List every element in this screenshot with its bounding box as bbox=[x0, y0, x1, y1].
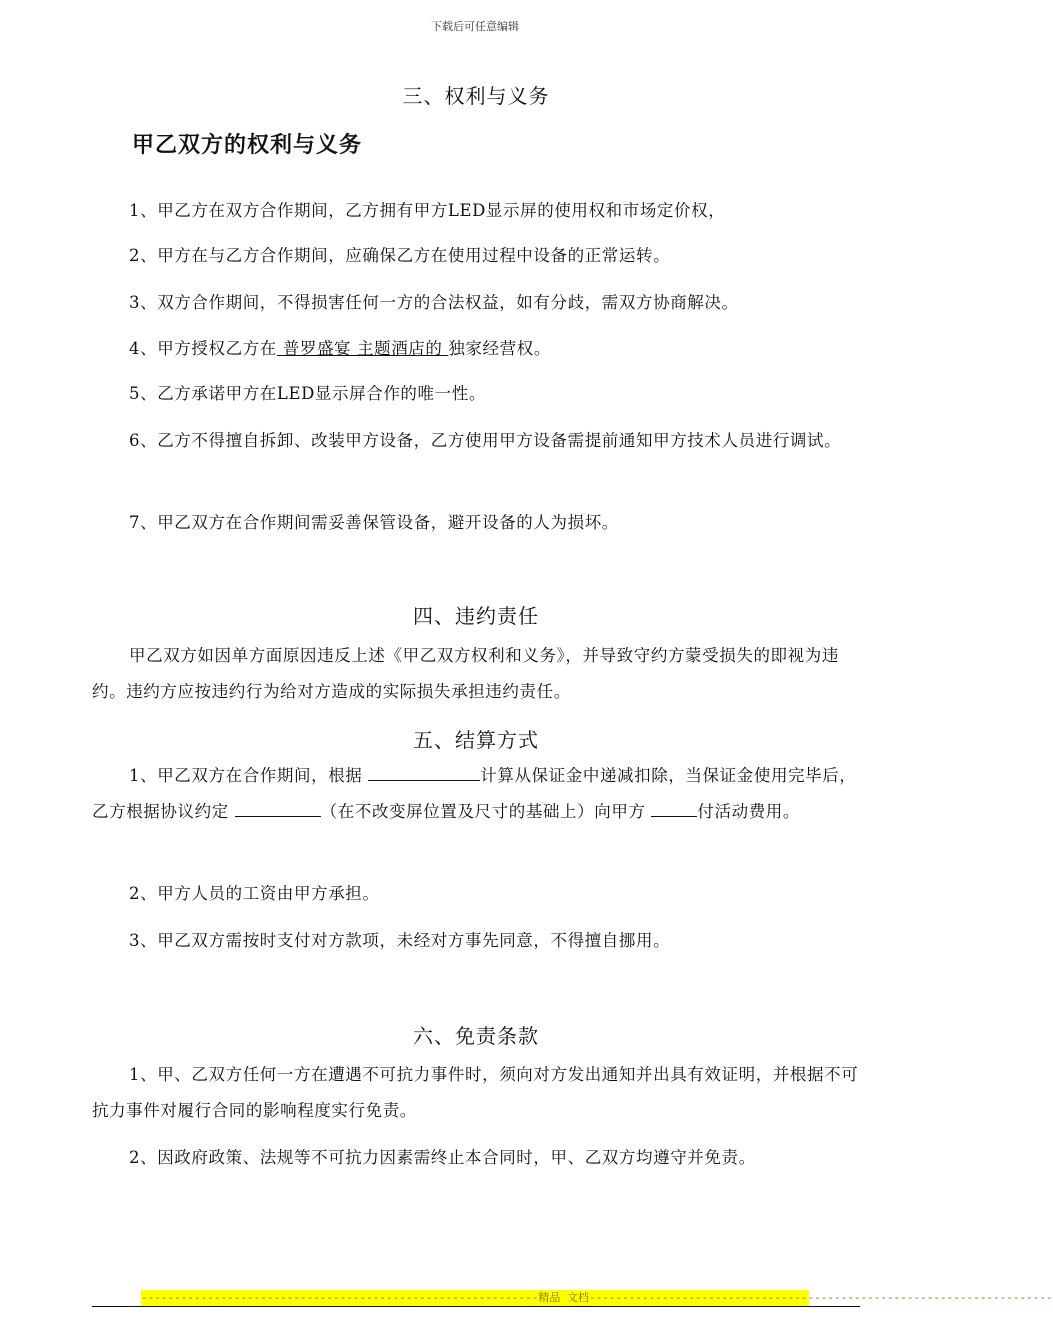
blank-field-1 bbox=[368, 764, 480, 781]
footer-band bbox=[141, 1290, 1053, 1306]
section-5-item-3: 3、甲乙双方需按时支付对方款项，未经对方事先同意，不得擅自挪用。 bbox=[129, 931, 671, 950]
section-5-item-1 bbox=[92, 758, 860, 830]
blank-field-2 bbox=[235, 800, 321, 817]
header-note: 下载后可任意编辑 bbox=[431, 20, 519, 33]
section-3-item-7: 7、甲乙双方在合作期间需妥善保管设备，避开设备的人为损坏。 bbox=[129, 513, 619, 532]
section-6-item-1: 1、甲、乙双方任何一方在遭遇不可抗力事件时，须向对方发出通知并出具有效证明，并根据不可抗力事件对履行合同的影响程度实行免责。 bbox=[92, 1065, 859, 1120]
section-6-title: 六、免责条款 bbox=[413, 1024, 539, 1048]
section-6-item-2: 2、因政府政策、法规等不可抗力因素需终止本合同时，甲、乙双方均遵守并免责。 bbox=[129, 1148, 756, 1167]
s5-item1-part2: 计算从保证金中递减扣除，当保证金使用完毕后，乙方根据协议约定 bbox=[92, 766, 857, 821]
section-3-subtitle: 甲乙双方的权利与义务 bbox=[132, 133, 363, 158]
s5-item1-part1: 1、甲乙双方在合作期间，根据 bbox=[129, 766, 369, 785]
footer-dashes-left: ------------------------------------------------------------ bbox=[141, 1291, 539, 1304]
section-3-title: 三、权利与义务 bbox=[402, 84, 550, 108]
section-3-item-2: 2、甲方在与乙方合作期间，应确保乙方在使用过程中设备的正常运转。 bbox=[129, 246, 671, 265]
section-4-title: 四、违约责任 bbox=[413, 604, 539, 628]
section-3-item-1: 1、甲乙方在双方合作期间，乙方拥有甲方LED显示屏的使用权和市场定价权， bbox=[129, 201, 726, 220]
section-3-item-6: 6、乙方不得擅自拆卸、改装甲方设备，乙方使用甲方设备需提前通知甲方技术人员进行调试。 bbox=[129, 431, 842, 450]
section-4-text: 甲乙双方如因单方面原因违反上述《甲乙双方权利和义务》，并导致守约方蒙受损失的即视为违约。违约方应按违约行为给对方造成的实际损失承担违约责任。 bbox=[92, 646, 839, 701]
footer-rule bbox=[92, 1306, 860, 1307]
section-3-item-3: 3、双方合作期间，不得损害任何一方的合法权益，如有分歧，需双方协商解决。 bbox=[129, 293, 739, 312]
hotel-name-underlined: 普罗盛宴 主题酒店的 bbox=[276, 339, 449, 358]
section-5-title: 五、结算方式 bbox=[413, 728, 539, 752]
section-5-item-2: 2、甲方人员的工资由甲方承担。 bbox=[129, 884, 380, 903]
footer-dashes-right: ---------------------------------------------------------------------- bbox=[588, 1291, 1053, 1304]
item-4-suffix: 独家经营权。 bbox=[448, 339, 551, 358]
section-3-item-5: 5、乙方承诺甲方在LED显示屏合作的唯一性。 bbox=[129, 384, 486, 403]
footer-label: 精品 文档 bbox=[538, 1291, 589, 1304]
s5-item1-part3: （在不改变屏位置及尺寸的基础上）向甲方 bbox=[320, 802, 652, 821]
s5-item1-part4: 付活动费用。 bbox=[697, 802, 801, 821]
item-4-prefix: 4、甲方授权乙方在 bbox=[129, 339, 277, 358]
section-3-item-4 bbox=[92, 331, 860, 367]
blank-field-3 bbox=[651, 800, 697, 817]
